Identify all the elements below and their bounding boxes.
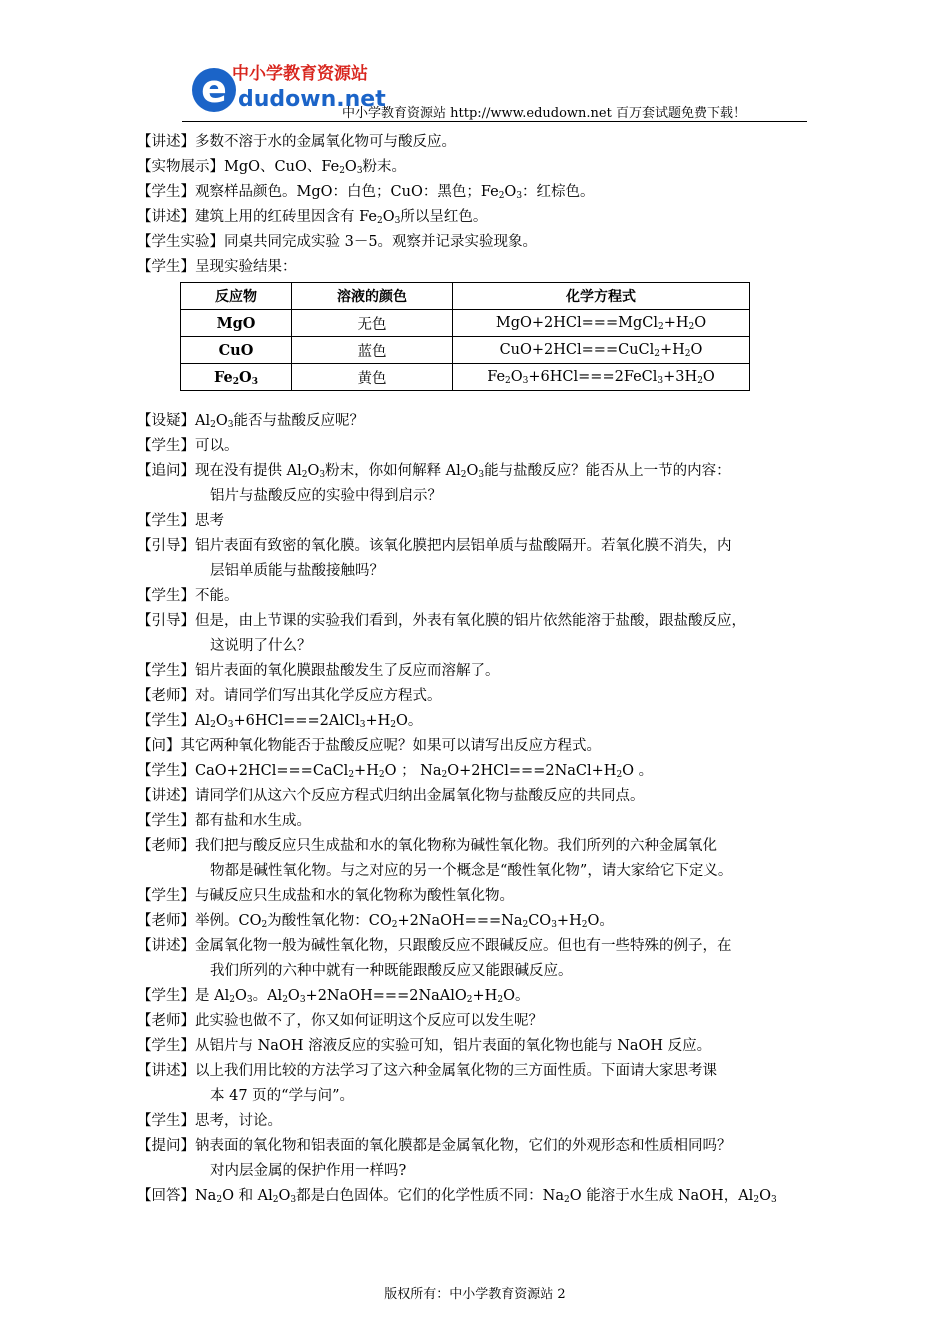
text-line: 【学生实验】同桌共同完成实验 3－5。观察并记录实验现象。	[137, 234, 538, 250]
table-header-cell: 化学方程式	[453, 283, 750, 310]
intro-paragraphs	[137, 130, 817, 280]
dialogue-paragraphs	[137, 409, 817, 1209]
text-line: 这说明了什么？	[210, 638, 312, 654]
logo-domain-text: dudown.net	[238, 87, 386, 112]
text-line: 【学生】思考	[137, 513, 224, 529]
text-line: 【学生】可以。	[137, 438, 239, 454]
text-line: 【设疑】$Al_2O_3$能否与盐酸反应呢？	[137, 413, 364, 430]
text-line: 【老师】对。请同学们写出其化学反应方程式。	[137, 688, 442, 704]
text-line: 【学生】$Al_2O_3+6HCl===2AlCl_3+H_2O$。	[137, 713, 423, 730]
text-line: 【学生】从铝片与 NaOH 溶液反应的实验可知，铝片表面的氧化物也能与 NaOH 反应。	[137, 1038, 712, 1054]
header-rule	[182, 121, 807, 122]
text-line: 【实物展示】MgO、CuO、$Fe_2O_3$粉末。	[137, 159, 407, 176]
page-footer: 版权所有：中小学教育资源站 2	[384, 1287, 566, 1302]
text-line: 【讲述】金属氧化物一般为碱性氧化物，只跟酸反应不跟碱反应。但也有一些特殊的例子，在	[137, 938, 732, 954]
experiment-results-table	[180, 282, 750, 391]
table-body	[181, 310, 750, 391]
text-line: 【学生】都有盐和水生成。	[137, 813, 311, 829]
table-cell: 黄色	[292, 364, 453, 391]
text-line: 【提问】钠表面的氧化物和铝表面的氧化膜都是金属氧化物，它们的外观形态和性质相同吗？	[137, 1138, 732, 1154]
table-cell: $Fe_2O_3+6HCl===2FeCl_3+3H_2O$	[453, 364, 750, 391]
page-header	[182, 62, 807, 124]
table-row	[181, 310, 750, 337]
site-logo[interactable]	[192, 64, 386, 116]
text-line: 【讲述】多数不溶于水的金属氧化物可与酸反应。	[137, 134, 456, 150]
text-line: 【追问】现在没有提供 $Al_2O_3$粉末，你如何解释 $Al_2O_3$能与盐酸反应？能否从上一节的内容：	[137, 463, 731, 480]
text-line: 【引导】铝片表面有致密的氧化膜。该氧化膜把内层铝单质与盐酸隔开。若氧化膜不消失，内	[137, 538, 732, 554]
text-line: 【学生】$CaO+2HCl===CaCl_2+H_2O$ ； $Na_2O+2HCl===2NaCl+H_2O$ 。	[137, 763, 654, 780]
table-cell: $CuO+2HCl===CuCl_2+H_2O$	[453, 337, 750, 364]
text-line: 【讲述】以上我们用比较的方法学习了这六种金属氧化物的三方面性质。下面请大家思考课	[137, 1063, 717, 1079]
table-cell: MgO	[181, 310, 292, 337]
text-line: 【学生】与碱反应只生成盐和水的氧化物称为酸性氧化物。	[137, 888, 514, 904]
text-line: 【老师】我们把与酸反应只生成盐和水的氧化物称为碱性氧化物。我们所列的六种金属氧化	[137, 838, 717, 854]
text-line: 【学生】铝片表面的氧化膜跟盐酸发生了反应而溶解了。	[137, 663, 500, 679]
spacer	[137, 391, 817, 409]
text-line: 【回答】$Na_2O$ 和 $Al_2O_3$都是白色固体。它们的化学性质不同：$Na_2O$ 能溶于水生成 NaOH，$Al_2O_3$	[137, 1188, 777, 1205]
text-line: 【讲述】请同学们从这六个反应方程式归纳出金属氧化物与盐酸反应的共同点。	[137, 788, 645, 804]
table-cell: 蓝色	[292, 337, 453, 364]
table-cell: CuO	[181, 337, 292, 364]
text-line: 本 47 页的“学与问”。	[210, 1088, 354, 1104]
text-line: 对内层金属的保护作用一样吗?	[210, 1163, 407, 1179]
document-body	[137, 130, 817, 1209]
logo-e-mark: e	[192, 68, 236, 112]
table-header-cell: 反应物	[181, 283, 292, 310]
text-line: 铝片与盐酸反应的实验中得到启示？	[210, 488, 442, 504]
text-line: 层铝单质能与盐酸接触吗？	[210, 563, 384, 579]
text-line: 【老师】举例。$CO_2$为酸性氧化物：$CO_2+2NaOH===Na_2CO_3+H_2O$。	[137, 913, 614, 930]
text-line: 【学生】是 $Al_2O_3$。$Al_2O_3+2NaOH===2NaAlO_2+H_2O$。	[137, 988, 530, 1005]
text-line: 【老师】此实验也做不了，你又如何证明这个反应可以发生呢？	[137, 1013, 543, 1029]
logo-chinese-text: 中小学教育资源站	[232, 64, 368, 84]
table-header-cell: 溶液的颜色	[292, 283, 453, 310]
text-line: 我们所列的六种中就有一种既能跟酸反应又能跟碱反应。	[210, 963, 573, 979]
table-row	[181, 337, 750, 364]
table-cell: $Fe_2O_3$	[181, 364, 292, 391]
text-line: 【问】其它两种氧化物能否于盐酸反应呢？如果可以请写出反应方程式。	[137, 738, 601, 754]
table-cell: $MgO+2HCl===MgCl_2+H_2O$	[453, 310, 750, 337]
text-line: 【引导】但是，由上节课的实验我们看到，外表有氧化膜的铝片依然能溶于盐酸，跟盐酸反应，	[137, 613, 746, 629]
text-line: 【学生】不能。	[137, 588, 239, 604]
text-line: 【讲述】建筑上用的红砖里因含有 $Fe_2O_3$所以呈红色。	[137, 209, 488, 226]
table-row	[181, 364, 750, 391]
text-line: 【学生】呈现实验结果：	[137, 259, 297, 275]
table-header-row	[181, 283, 750, 310]
text-line: 【学生】观察样品颜色。MgO：白色；CuO：黑色；$Fe_2O_3$：红棕色。	[137, 184, 595, 201]
header-text: 中小学教育资源站 http://www.edudown.net 百万套试题免费下载！	[342, 106, 746, 121]
text-line: 物都是碱性氧化物。与之对应的另一个概念是“酸性氧化物”，请大家给它下定义。	[210, 863, 733, 879]
text-line: 【学生】思考，讨论。	[137, 1113, 282, 1129]
table-cell: 无色	[292, 310, 453, 337]
